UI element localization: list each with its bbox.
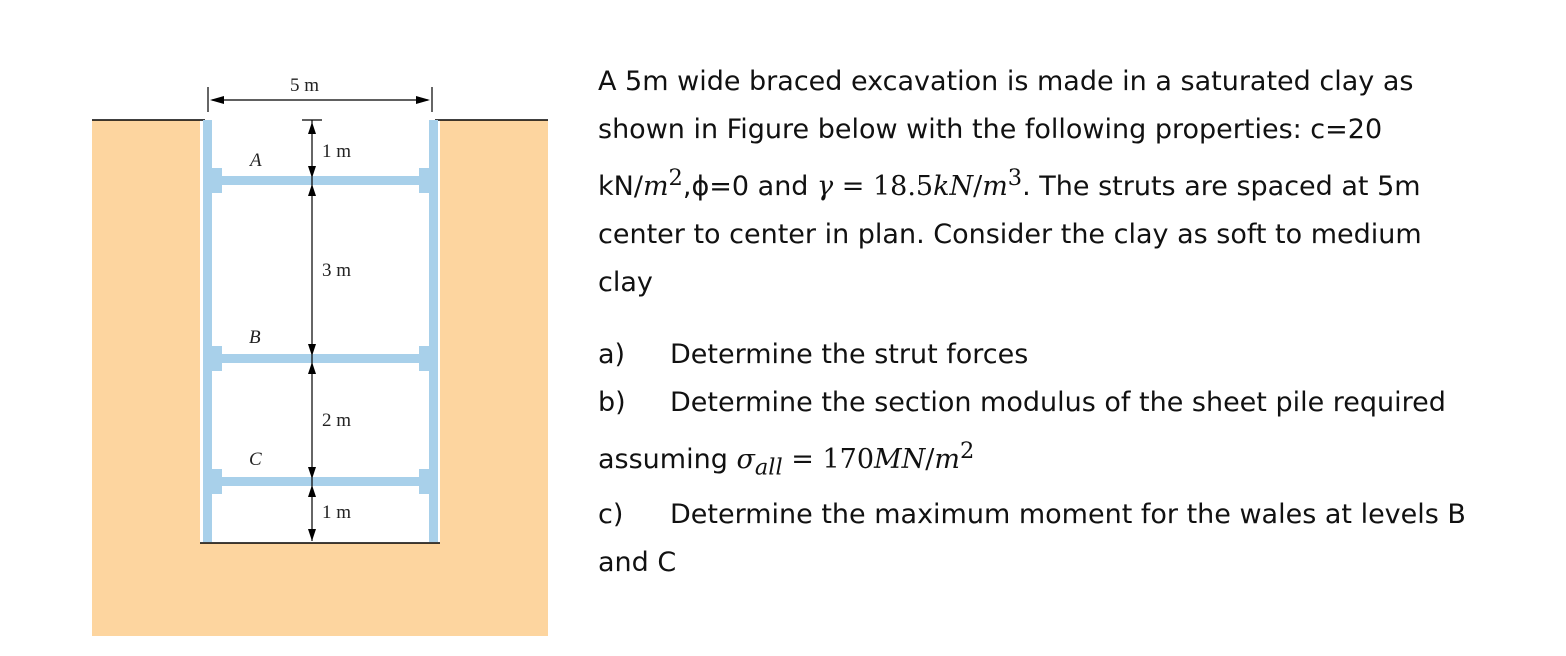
depth-label-1: 1 m: [322, 141, 352, 162]
cohesion-unit-math: $m^2$: [642, 165, 683, 202]
problem-statement: [598, 58, 1538, 587]
phi-text: ,ϕ=0 and: [682, 171, 818, 202]
intro-line-5: clay: [598, 267, 653, 298]
strut-C: [212, 469, 429, 494]
intro-line-1: A 5m wide braced excavation is made in a saturated clay as: [598, 66, 1414, 97]
sheet-pile-right: [429, 120, 438, 542]
intro-line-2: shown in Figure below with the following properties: c=20: [598, 114, 1383, 145]
strut-label-A: A: [250, 150, 262, 171]
sheet-pile-left: [203, 120, 212, 542]
strut-A: [212, 168, 429, 193]
question-b-continuation: assuming: [598, 444, 737, 475]
question-b: [598, 379, 1538, 491]
problem-intro: [598, 58, 1538, 307]
intro-line-3: [598, 165, 1421, 202]
strut-spacing-text: . The struts are spaced at 5m: [1022, 171, 1421, 202]
width-dimension: [208, 87, 432, 112]
strut-B: [212, 346, 429, 371]
strut-label-C: C: [249, 449, 262, 470]
question-c-continuation: and C: [598, 547, 677, 579]
depth-label-4: 1 m: [322, 502, 352, 523]
question-a-label: a): [598, 339, 626, 370]
question-a: [598, 331, 1538, 379]
allowable-stress-math: $\sigma_{all} = 170MN/m^2$: [736, 438, 975, 481]
strut-label-B: B: [249, 327, 261, 348]
question-c-text: Determine the maximum moment for the wales at levels B: [670, 499, 1466, 531]
unit-kn: kN/: [598, 171, 643, 202]
depth-label-3: 2 m: [322, 410, 352, 431]
depth-label-2: 3 m: [322, 260, 352, 281]
question-b-label: b): [598, 387, 626, 418]
question-c-label: c): [598, 499, 624, 531]
intro-line-4: center to center in plan. Consider the clay as soft to medium: [598, 219, 1422, 250]
question-c: [598, 491, 1538, 587]
question-a-text: Determine the strut forces: [670, 339, 1029, 370]
unit-weight-math: $\gamma = 18.5kN/m^3$: [817, 165, 1023, 202]
soil-mass: [92, 120, 548, 636]
width-label: 5 m: [290, 75, 320, 96]
braced-excavation-figure: [0, 0, 560, 656]
question-b-text: Determine the section modulus of the sheet pile required: [670, 387, 1446, 418]
